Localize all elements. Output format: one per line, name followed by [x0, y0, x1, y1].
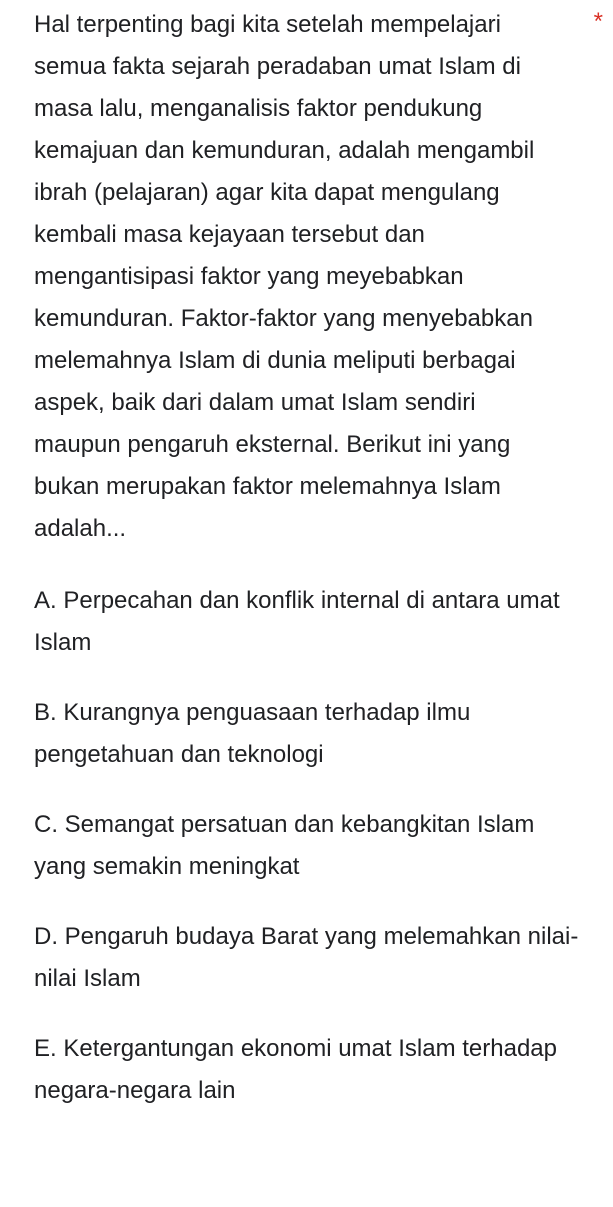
question-text: Hal terpenting bagi kita setelah mempelajari semua fakta sejarah peradaban umat Islam di masa lalu, menganalisis faktor pendukung kemajuan dan kemunduran, adalah mengambil ibrah (pelajaran) agar kita dapat mengulang kembali masa kejayaan tersebut dan mengantisipasi faktor yang meyebabkan kemunduran. Faktor-faktor yang menyebabkan melemahnya Islam di dunia meliputi berbagai aspek, baik dari dalam umat Islam sendiri maupun pengaruh eksternal. Berikut ini yang bukan merupakan faktor melemahnya Islam adalah...: [34, 11, 535, 542]
answer-options: [34, 580, 593, 1112]
required-asterisk: *: [593, 8, 603, 35]
option-c[interactable]: C. Semangat persatuan dan kebangkitan Islam yang semakin meningkat: [34, 811, 535, 880]
question-header: [34, 4, 603, 550]
option-b[interactable]: B. Kurangnya penguasaan terhadap ilmu pengetahuan dan teknologi: [34, 699, 471, 768]
option-d[interactable]: D. Pengaruh budaya Barat yang melemahkan nilai-nilai Islam: [34, 923, 579, 992]
option-a[interactable]: A. Perpecahan dan konflik internal di antara umat Islam: [34, 587, 560, 656]
option-e[interactable]: E. Ketergantungan ekonomi umat Islam terhadap negara-negara lain: [34, 1035, 557, 1104]
